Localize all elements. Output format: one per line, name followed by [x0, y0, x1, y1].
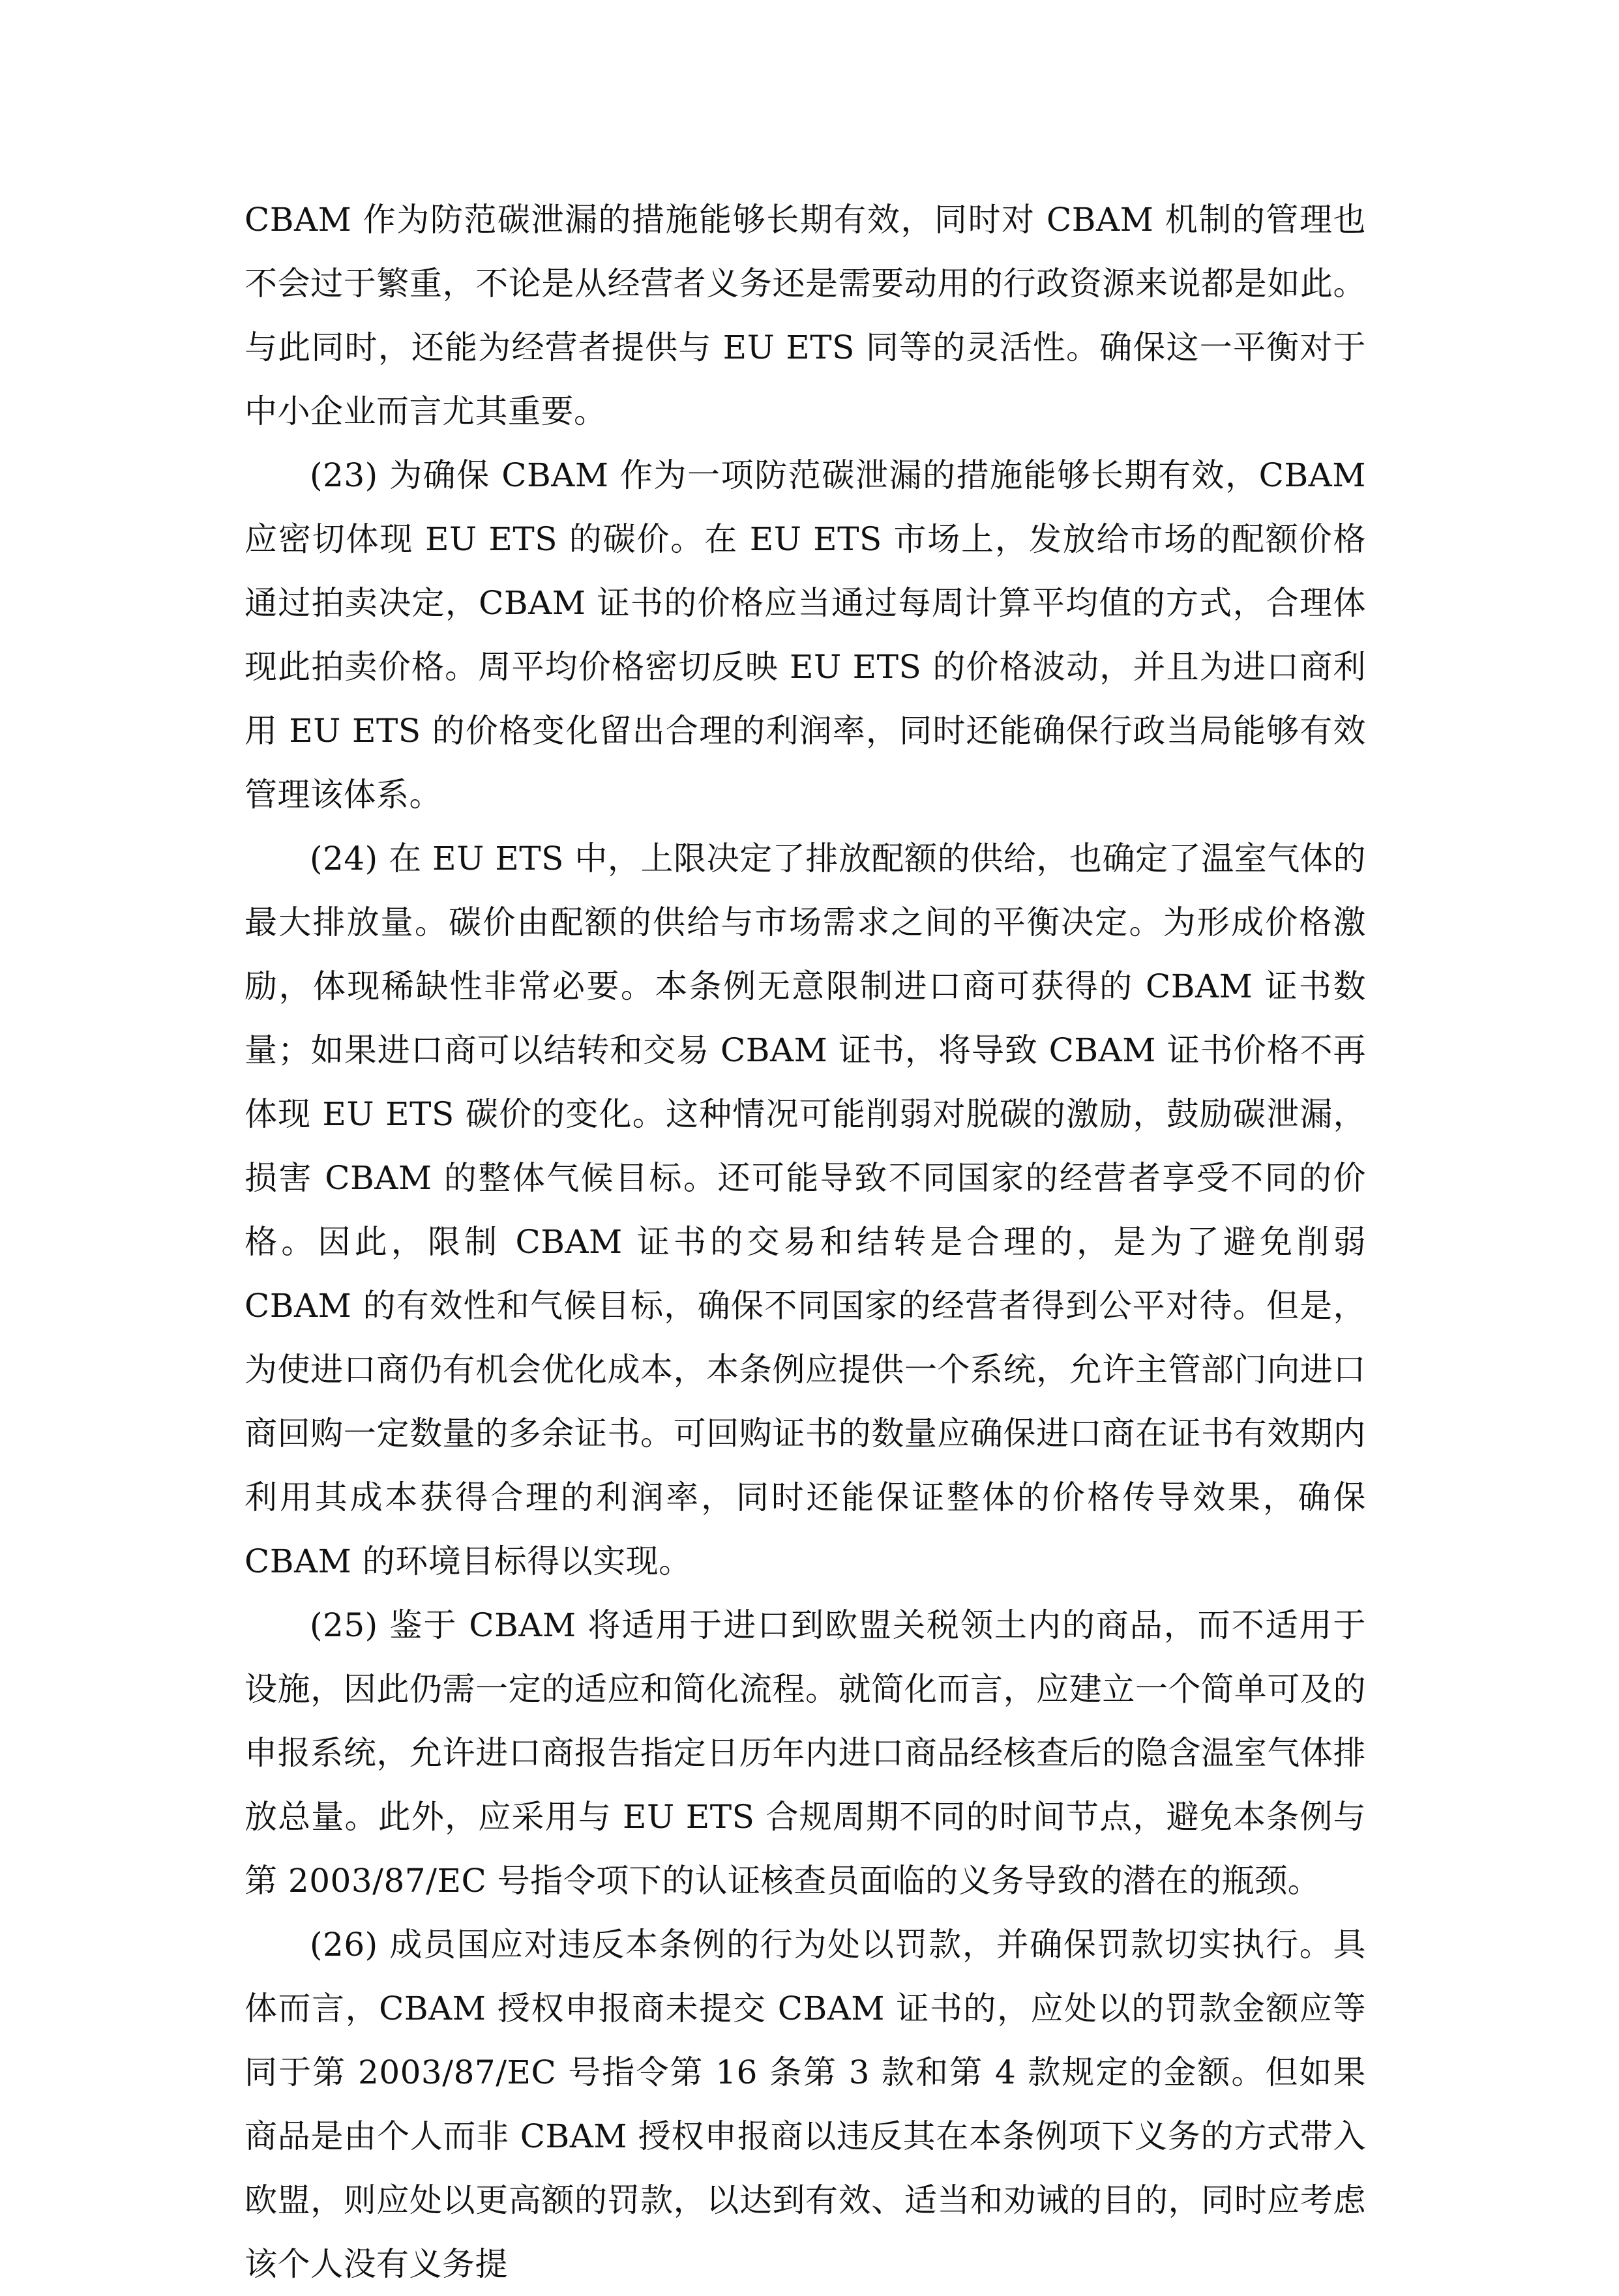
document-body: [245, 188, 1366, 2296]
paragraph-23: (23) 为确保 CBAM 作为一项防范碳泄漏的措施能够长期有效，CBAM 应密切体现 EU ETS 的碳价。在 EU ETS 市场上，发放给市场的配额价格通过拍卖决定，CBAM 证书的价格应当通过每周计算平均值的方式，合理体现此拍卖价格。周平均价格密切反映 EU ETS 的价格波动，并且为进口商利用 EU ETS 的价格变化留出合理的利润率，同时还能确保行政当局能够有效管理该体系。: [245, 456, 1366, 814]
paragraph-24: (24) 在 EU ETS 中，上限决定了排放配额的供给，也确定了温室气体的最大排放量。碳价由配额的供给与市场需求之间的平衡决定。为形成价格激励，体现稀缺性非常必要。本条例无意限制进口商可获得的 CBAM 证书数量；如果进口商可以结转和交易 CBAM 证书，将导致 CBAM 证书价格不再体现 EU ETS 碳价的变化。这种情况可能削弱对脱碳的激励，鼓励碳泄漏，损害 CBAM 的整体气候目标。还可能导致不同国家的经营者享受不同的价格。因此，限制 CBAM 证书的交易和结转是合理的，是为了避免削弱 CBAM 的有效性和气候目标，确保不同国家的经营者得到公平对待。但是，为使进口商仍有机会优化成本，本条例应提供一个系统，允许主管部门向进口商回购一定数量的多余证书。可回购证书的数量应确保进口商在证书有效期内利用其成本获得合理的利润率，同时还能保证整体的价格传导效果，确保 CBAM 的环境目标得以实现。: [245, 840, 1366, 1580]
paragraph-26: (26) 成员国应对违反本条例的行为处以罚款，并确保罚款切实执行。具体而言，CBAM 授权申报商未提交 CBAM 证书的，应处以的罚款金额应等同于第 2003/87/EC 号指令第 16 条第 3 款和第 4 款规定的金额。但如果商品是由个人而非 CBAM 授权申报商以违反其在本条例项下义务的方式带入欧盟，则应处以更高额的罚款，以达到有效、适当和劝诫的目的，同时应考虑该个人没有义务提: [245, 1926, 1366, 2283]
paragraph-25: (25) 鉴于 CBAM 将适用于进口到欧盟关税领土内的商品，而不适用于设施，因此仍需一定的适应和简化流程。就简化而言，应建立一个简单可及的申报系统，允许进口商报告指定日历年内进口商品经核查后的隐含温室气体排放总量。此外，应采用与 EU ETS 合规周期不同的时间节点，避免本条例与第 2003/87/EC 号指令项下的认证核查员面临的义务导致的潜在的瓶颈。: [245, 1606, 1366, 1900]
paragraph-continued: CBAM 作为防范碳泄漏的措施能够长期有效，同时对 CBAM 机制的管理也不会过于繁重，不论是从经营者义务还是需要动用的行政资源来说都是如此。与此同时，还能为经营者提供与 EU ETS 同等的灵活性。确保这一平衡对于中小企业而言尤其重要。: [245, 201, 1366, 430]
